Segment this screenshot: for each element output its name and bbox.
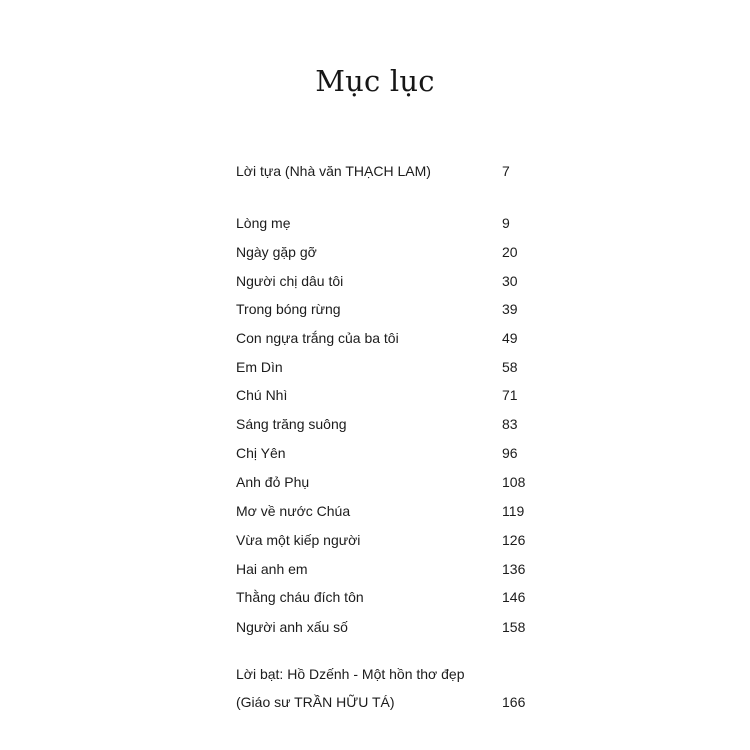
toc-entry <box>236 499 536 523</box>
toc-entry <box>236 326 536 350</box>
toc-label: Sáng trăng suông <box>236 416 347 432</box>
toc-entry <box>236 211 536 235</box>
toc-preface <box>236 159 536 183</box>
afterword-line-1: Lời bạt: Hồ Dzếnh - Một hồn thơ đẹp <box>236 666 465 682</box>
toc-label: Chú Nhì <box>236 387 288 403</box>
toc-page-number: 136 <box>502 561 526 577</box>
toc-entry <box>236 441 536 465</box>
toc-entry <box>236 557 536 581</box>
toc-entry <box>236 297 536 321</box>
toc-page-number: 146 <box>502 589 526 605</box>
toc-label: Lời tựa (Nhà văn THẠCH LAM) <box>236 163 431 179</box>
toc-label: Thằng cháu đích tôn <box>236 589 364 605</box>
toc-page-number: 58 <box>502 359 518 375</box>
toc-label: Con ngựa trắng của ba tôi <box>236 330 399 346</box>
toc-page-number: 126 <box>502 532 526 548</box>
toc-page-number: 166 <box>502 694 526 710</box>
toc-entry <box>236 615 536 639</box>
toc-label: Người anh xấu số <box>236 619 348 635</box>
page-title: Mục lục <box>315 64 435 98</box>
toc-page-number: 7 <box>502 163 510 179</box>
toc-page-number: 49 <box>502 330 518 346</box>
toc-label: Chị Yên <box>236 445 286 461</box>
toc-label: Người chị dâu tôi <box>236 273 344 289</box>
toc-label: Anh đỏ Phụ <box>236 474 310 490</box>
toc-label: Vừa một kiếp người <box>236 532 361 548</box>
toc-entry <box>236 412 536 436</box>
toc-page-number: 158 <box>502 619 526 635</box>
toc-page-number: 108 <box>502 474 526 490</box>
toc-label: (Giáo sư TRẦN HỮU TÁ) <box>236 694 395 710</box>
toc-page-number: 30 <box>502 273 518 289</box>
toc-afterword <box>236 690 536 714</box>
toc-entry <box>236 269 536 293</box>
toc-entry <box>236 585 536 609</box>
toc-page-number: 39 <box>502 301 518 317</box>
toc-label: Mơ về nước Chúa <box>236 503 351 519</box>
toc-page-number: 119 <box>502 503 525 519</box>
toc-entry <box>236 528 536 552</box>
toc-page-number: 83 <box>502 416 518 432</box>
toc-entry <box>236 240 536 264</box>
toc-label: Ngày gặp gỡ <box>236 244 317 260</box>
toc-entry <box>236 355 536 379</box>
toc-label: Lòng mẹ <box>236 215 291 231</box>
toc-label: Hai anh em <box>236 561 308 577</box>
toc-entry <box>236 470 536 494</box>
toc-entry <box>236 383 536 407</box>
toc-label: Em Dìn <box>236 359 283 375</box>
toc-page-number: 96 <box>502 445 518 461</box>
toc-page-number: 9 <box>502 215 510 231</box>
toc-page-number: 71 <box>502 387 518 403</box>
toc-page-number: 20 <box>502 244 518 260</box>
toc-label: Trong bóng rừng <box>236 301 341 317</box>
